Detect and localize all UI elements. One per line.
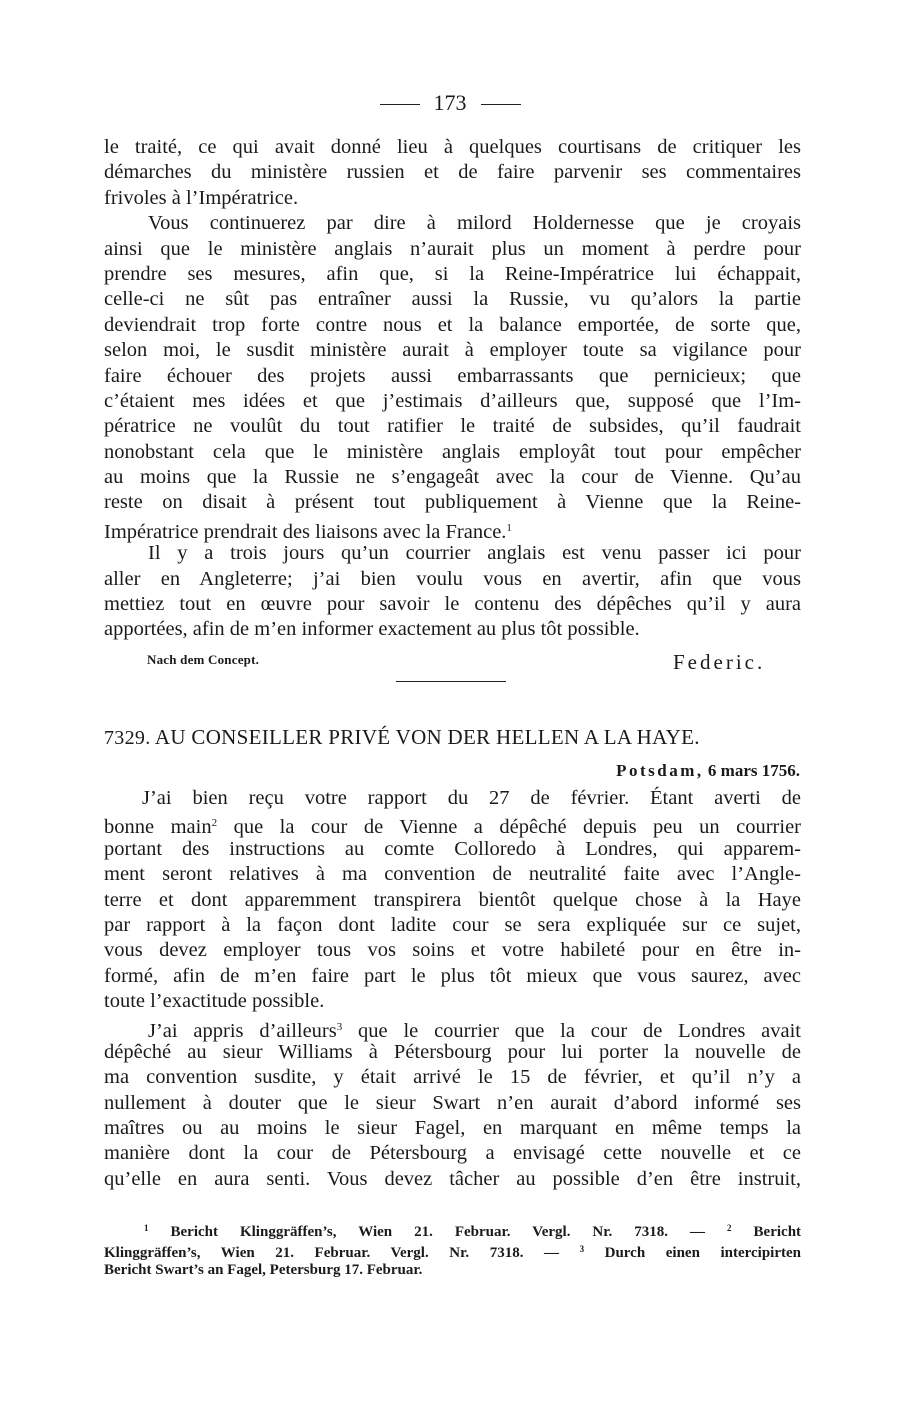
text-line: formé, afin de m’en faire part le plus tôt mieux que vous saurez, avec [104,964,801,987]
letter-body [104,786,801,1192]
signature: Federic. [673,650,766,674]
letter-heading [104,725,804,750]
header-dash-right [481,104,521,105]
text-line: démarches du ministère russien et de faire parvenir ses commentaires [104,161,801,184]
footnote-text: Durch einen intercipirten [604,1245,801,1261]
text-line: ainsi que le ministère anglais n’aurait plus un moment à perdre pour [104,237,801,260]
text-line: c’étaient mes idées et que j’estimais d’ailleurs que, supposé que l’Im- [104,389,801,412]
text-line: vous devez employer tous vos soins et votre habileté pour en être in- [104,939,801,962]
text-line: apportées, afin de m’en informer exactement au plus tôt possible. [104,618,640,641]
footnote-marker: 3 [336,1020,343,1033]
text-line: le traité, ce qui avait donné lieu à quelques courtisans de critiquer les [104,136,801,158]
text-run: bonne main [104,816,212,839]
dateline [0,761,800,781]
dateline-place: Potsdam, [616,761,704,780]
page-header [0,90,900,116]
text-line: pératrice ne voulût du tout ratifier le traité de subsides, qu’il faudrait [104,415,801,438]
text-line: J’ai bien reçu votre rapport du 27 de février. Étant averti de [142,787,801,809]
text-line: toute l’exactitude possible. [104,990,325,1013]
header-dash-left [380,104,420,105]
text-line: selon moi, le susdit ministère aurait à employer toute sa vigilance pour [104,339,801,362]
text-line: portant des instructions au comte Colloredo à Londres, qui apparem- [104,837,801,860]
text-line: maîtres ou au moins le sieur Fagel, en marquant en même temps la [104,1117,801,1140]
footnote-text: Bericht [753,1224,802,1240]
letter-number: 7329. [104,727,151,749]
text-line: Il y a trois jours qu’un courrier anglais est venu passer ici pour [148,542,801,565]
footnote-text: Bericht Klinggräffen’s, Wien 21. Februar. Vergl. Nr. 7318. — [170,1224,706,1240]
text-line: aller en Angleterre; j’ai bien voulu vous en avertir, afin que vous [104,567,801,590]
text-line: dépêché au sieur Williams à Pétersbourg pour lui porter la nouvelle de [104,1040,801,1063]
footnote-number: 3 [579,1244,585,1254]
footnote-number: 1 [144,1223,149,1233]
text-run: que le courrier que la cour de Londres avait [342,1019,801,1042]
footnote-line: Bericht Swart’s an Fagel, Petersburg 17. Februar. [104,1262,423,1278]
text-line [104,516,801,541]
letter-title: AU CONSEILLER PRIVÉ VON DER HELLEN A LA HAYE. [154,725,700,749]
dateline-date: 6 mars 1756. [707,761,800,780]
footnote-line [104,1218,801,1239]
footnotes [104,1218,801,1281]
footnote-line [104,1239,801,1260]
page-number: 173 [433,90,467,115]
text-line: nullement à douter que le sieur Swart n’en aurait d’abord informé ses [104,1091,801,1114]
text-line: Vous continuerez par dire à milord Holdernesse que je croyais [148,212,801,235]
text-line: deviendrait trop forte contre nous et la balance emportée, de sorte que, [104,313,801,336]
text-run: Impératrice prendrait des liaisons avec la France. [104,520,507,543]
text-line: frivoles à l’Impératrice. [104,186,299,209]
text-line: terre et dont apparemment transpirera bientôt quelque chose à la Haye [104,888,801,911]
text-line: par rapport à la façon dont ladite cour se sera expliquée sur ce sujet, [104,913,801,936]
text-line [104,811,801,839]
text-line: ma convention susdite, y était arrivé le 15 de février, et qu’il n’y a [104,1066,801,1089]
continuation-text [104,135,801,643]
text-run: que la cour de Vienne a dépêché depuis peu un courrier [217,816,801,839]
text-line: prendre ses mesures, afin que, si la Reine-Impératrice lui échappait, [104,262,801,285]
footnote-marker: 1 [506,521,512,534]
text-line: nonobstant cela que le ministère anglais employât tout pour empêcher [104,440,801,463]
text-line: au moins que la Russie ne s’engageât avec la cour de Vienne. Qu’au [104,466,801,489]
source-note: Nach dem Concept. [147,652,260,667]
text-line: celle-ci ne sût pas entraîner aussi la Russie, vu qu’alors la partie [104,288,801,311]
footnote-marker: 2 [211,817,218,830]
text-line: faire échouer des projets aussi embarrassants que pernicieux; que [104,364,801,387]
text-line: reste on disait à présent tout publiquement à Vienne que la Reine- [104,491,801,514]
text-line: ment seront relatives à ma convention de neutralité faite avec l’Angle- [104,863,801,886]
footnote-number: 2 [727,1223,732,1233]
text-line: manière dont la cour de Pétersbourg a envisagé cette nouvelle et ce [104,1142,801,1165]
text-run: J’ai appris d’ailleurs [148,1019,337,1042]
footnote-text: Klinggräffen’s, Wien 21. Februar. Vergl. Nr. 7318. — [104,1245,559,1261]
text-line [104,1015,801,1040]
section-divider [396,681,506,682]
text-line: mettiez tout en œuvre pour savoir le contenu des dépêches qu’il y aura [104,593,801,616]
text-line: qu’elle en aura senti. Vous devez tâcher au possible d’en être instruit, [104,1167,801,1190]
